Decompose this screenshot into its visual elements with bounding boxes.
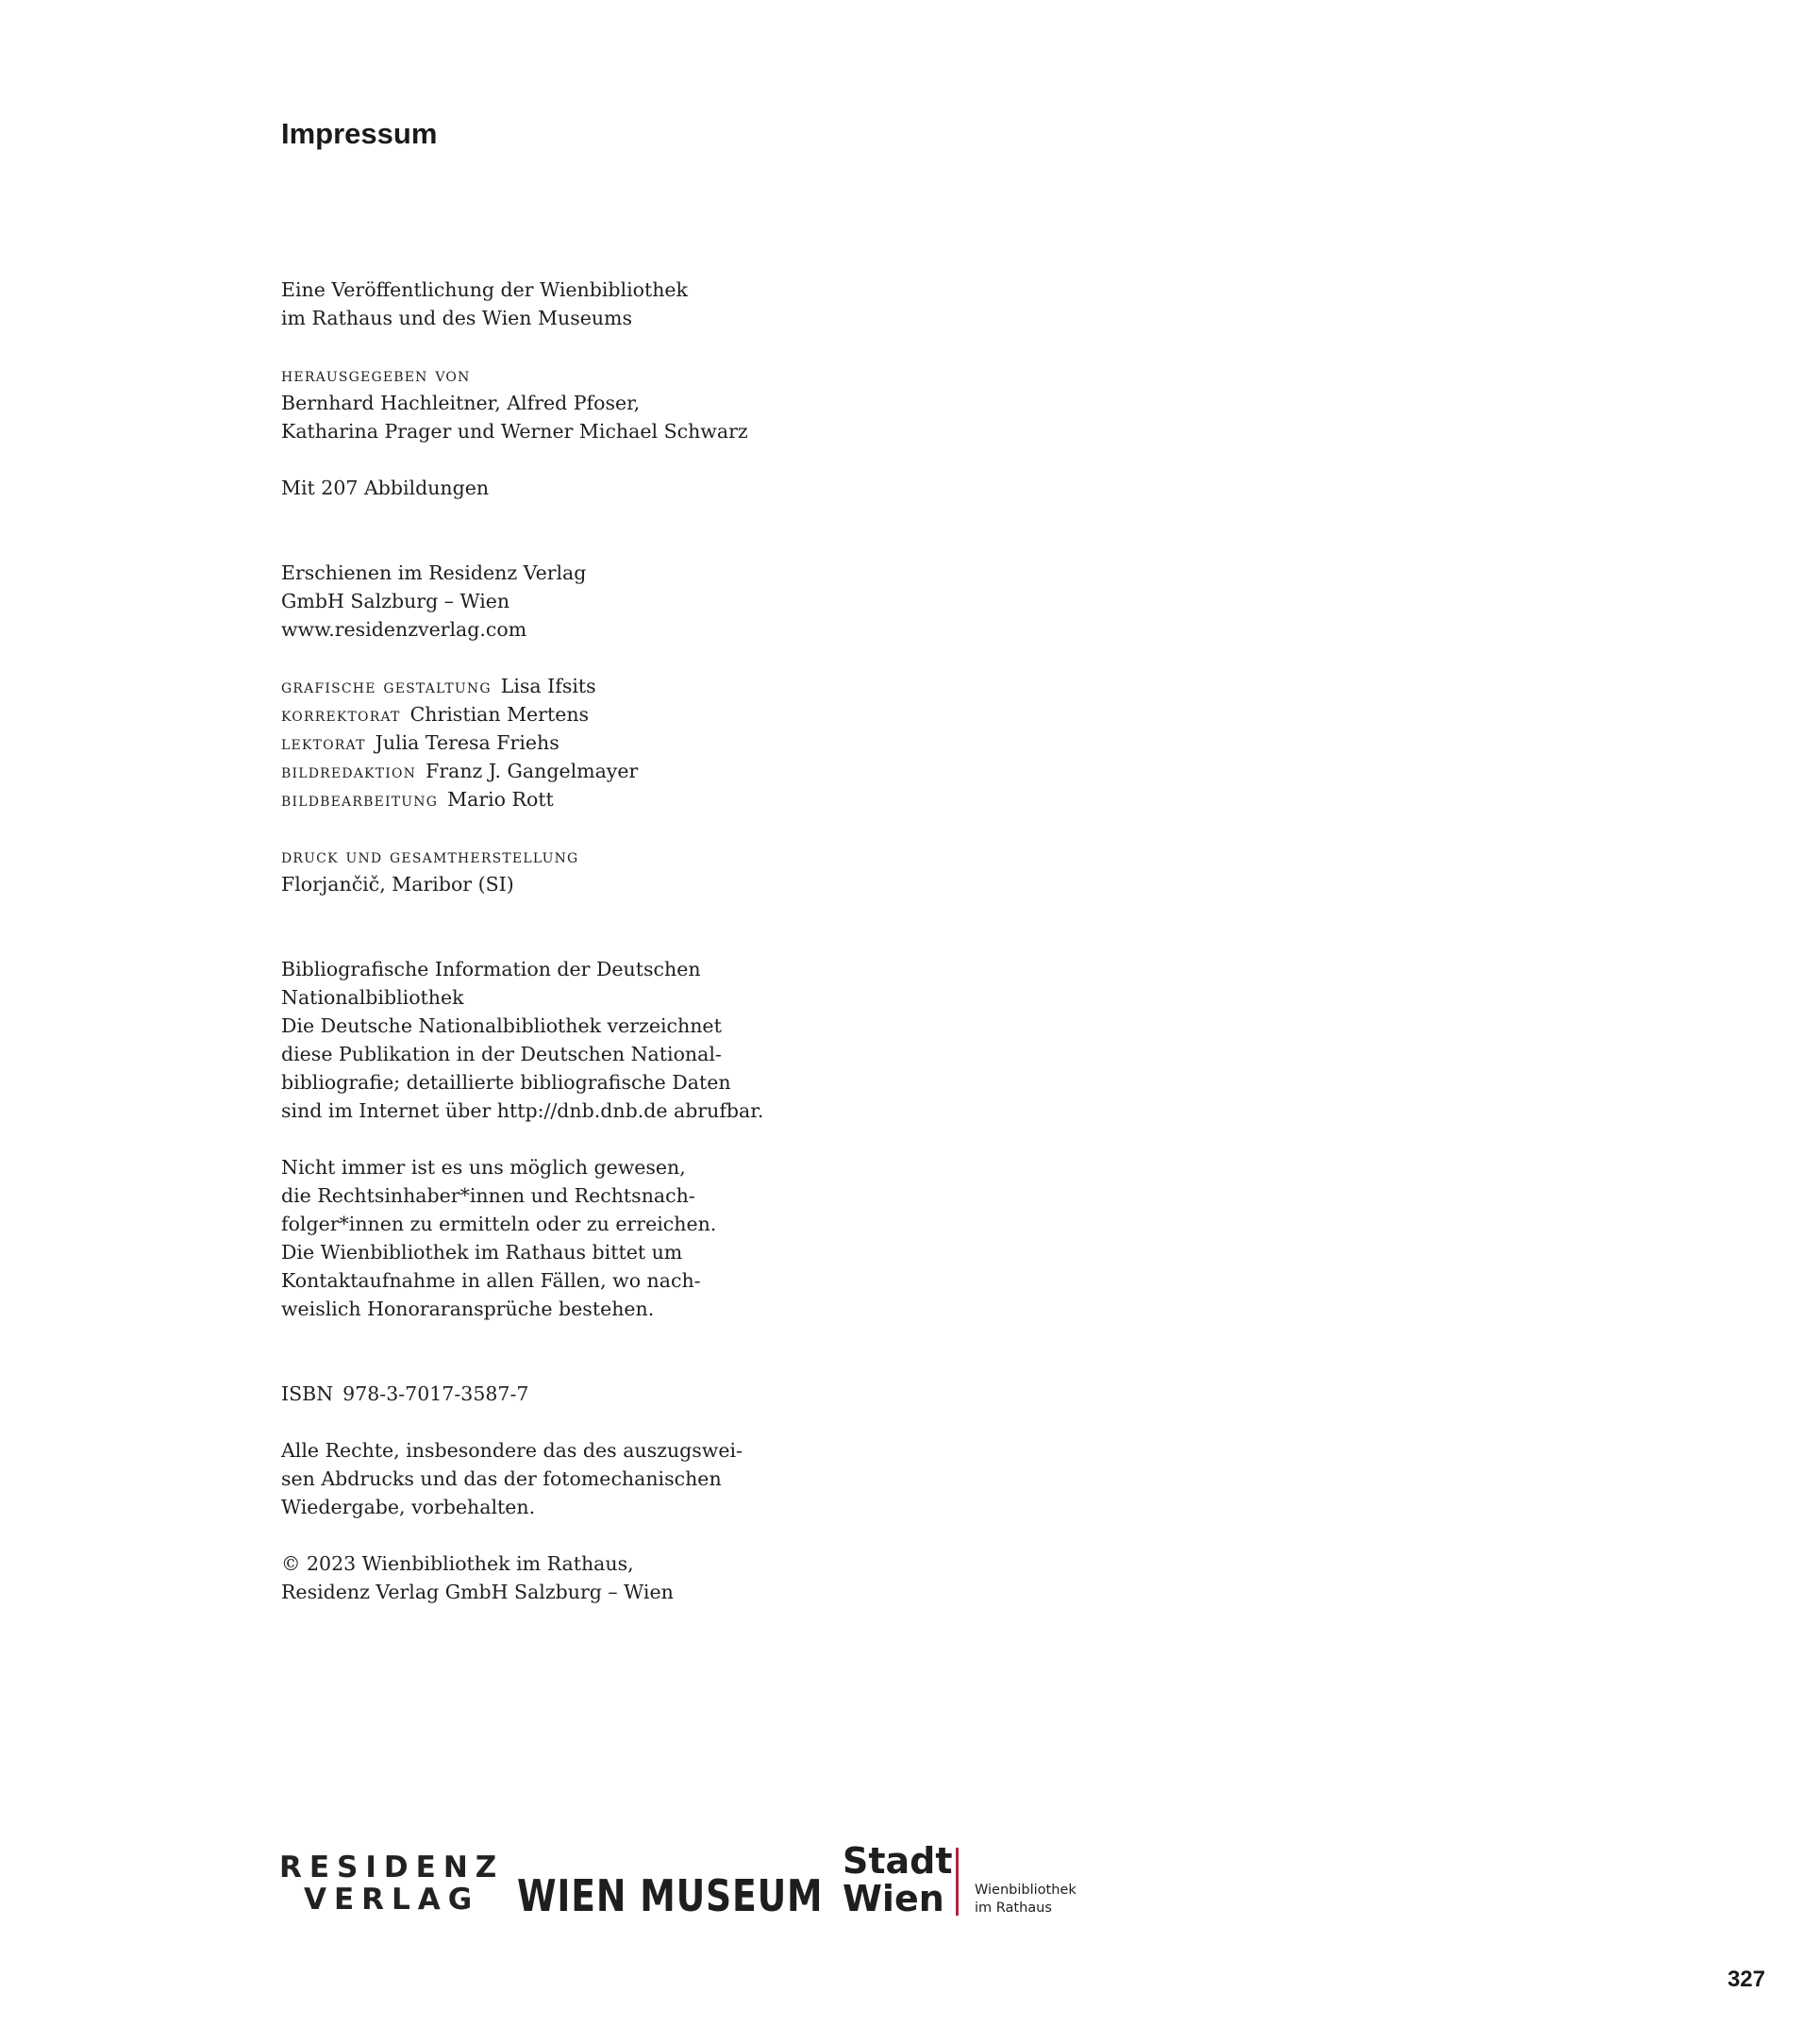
stadt-logo-word: Stadt <box>843 1840 953 1882</box>
publisher-block <box>281 559 866 644</box>
isbn-line <box>281 1380 866 1408</box>
credit-name: Mario Rott <box>447 788 554 811</box>
bibliographic-line: diese Publikation in der Deutschen National- <box>281 1043 722 1065</box>
bibliographic-block <box>281 955 866 1125</box>
print-block <box>281 842 866 898</box>
wienbibliothek-logo-line: im Rathaus <box>975 1901 1052 1916</box>
credit-role: grafische gestaltung <box>281 675 492 697</box>
page-title: Impressum <box>281 117 438 150</box>
editors-line: Katharina Prager und Werner Michael Schwarz <box>281 420 748 443</box>
credit-line <box>281 672 866 700</box>
credit-role: bildbearbeitung <box>281 788 439 811</box>
publisher-line: Erschienen im Residenz Verlag <box>281 561 587 584</box>
editors-line: Bernhard Hachleitner, Alfred Pfoser, <box>281 392 641 414</box>
copyright-block <box>281 1549 866 1606</box>
wien-logo-word: Wien <box>843 1878 944 1919</box>
rights-notice-line: weislich Honoraransprüche bestehen. <box>281 1298 655 1320</box>
credit-role: bildredaktion <box>281 760 417 782</box>
intro-line: Eine Veröffentlichung der Wienbibliothek <box>281 278 688 301</box>
editors-label: herausgegeben von <box>281 363 471 386</box>
wien-museum-logo: WIEN MUSEUM <box>517 1870 824 1921</box>
bibliographic-line: bibliografie; detaillierte bibliografische Daten <box>281 1071 731 1094</box>
bibliographic-line: Nationalbibliothek <box>281 986 464 1009</box>
bibliographic-line: Bibliografische Information der Deutschen <box>281 958 701 980</box>
publisher-website: www.residenzverlag.com <box>281 618 527 641</box>
credit-name: Lisa Ifsits <box>500 675 596 697</box>
all-rights-line: Wiedergabe, vorbehalten. <box>281 1496 536 1518</box>
credit-line <box>281 785 866 813</box>
editors-block <box>281 360 866 445</box>
rights-notice-line: Die Wienbibliothek im Rathaus bittet um <box>281 1241 683 1264</box>
wienbibliothek-logo <box>975 1882 1077 1917</box>
illustrations-text: Mit 207 Abbildungen <box>281 477 490 499</box>
intro-block <box>281 276 866 332</box>
isbn-value: 978-3-7017-3587-7 <box>342 1382 529 1405</box>
credit-line <box>281 757 866 785</box>
credit-line <box>281 728 866 757</box>
credits-block <box>281 672 866 813</box>
stadt-wien-logo <box>843 1842 953 1917</box>
bibliographic-line: sind im Internet über http://dnb.dnb.de abrufbar. <box>281 1099 764 1122</box>
copyright-line: Residenz Verlag GmbH Salzburg – Wien <box>281 1581 674 1603</box>
page-number: 327 <box>1727 1967 1765 1992</box>
bibliographic-line: Die Deutsche Nationalbibliothek verzeichnet <box>281 1014 722 1037</box>
imprint-column <box>281 276 866 1606</box>
credit-role: lektorat <box>281 731 366 754</box>
rights-notice-line: Nicht immer ist es uns möglich gewesen, <box>281 1156 686 1179</box>
credit-line <box>281 700 866 728</box>
wienbibliothek-logo-line: Wienbibliothek <box>975 1883 1077 1898</box>
all-rights-block <box>281 1436 866 1521</box>
credit-role: korrektorat <box>281 703 401 726</box>
rights-notice-line: Kontaktaufnahme in allen Fällen, wo nach- <box>281 1269 701 1292</box>
residenz-verlag-logo <box>279 1851 504 1916</box>
print-value: Florjančič, Maribor (SI) <box>281 873 514 896</box>
logo-divider <box>956 1848 959 1916</box>
isbn-label: ISBN <box>281 1382 334 1405</box>
copyright-line: © 2023 Wienbibliothek im Rathaus, <box>281 1552 634 1575</box>
verlag-logo-word: VERLAG <box>304 1883 480 1917</box>
all-rights-line: sen Abdrucks und das der fotomechanischen <box>281 1467 722 1490</box>
rights-notice-line: die Rechtsinhaber*innen und Rechtsnach- <box>281 1184 695 1207</box>
all-rights-line: Alle Rechte, insbesondere das des auszugswei- <box>281 1439 743 1462</box>
publisher-line: GmbH Salzburg – Wien <box>281 590 510 612</box>
residenz-logo-word: RESIDENZ <box>279 1850 505 1884</box>
credit-name: Franz J. Gangelmayer <box>426 760 639 782</box>
credit-name: Julia Teresa Friehs <box>375 731 559 754</box>
intro-line: im Rathaus und des Wien Museums <box>281 307 633 329</box>
isbn-row <box>281 1380 866 1408</box>
rights-notice-block <box>281 1153 866 1323</box>
print-label: druck und gesamtherstellung <box>281 845 579 867</box>
illustrations-note <box>281 474 866 502</box>
credit-name: Christian Mertens <box>409 703 590 726</box>
rights-notice-line: folger*innen zu ermitteln oder zu erreichen. <box>281 1213 717 1235</box>
